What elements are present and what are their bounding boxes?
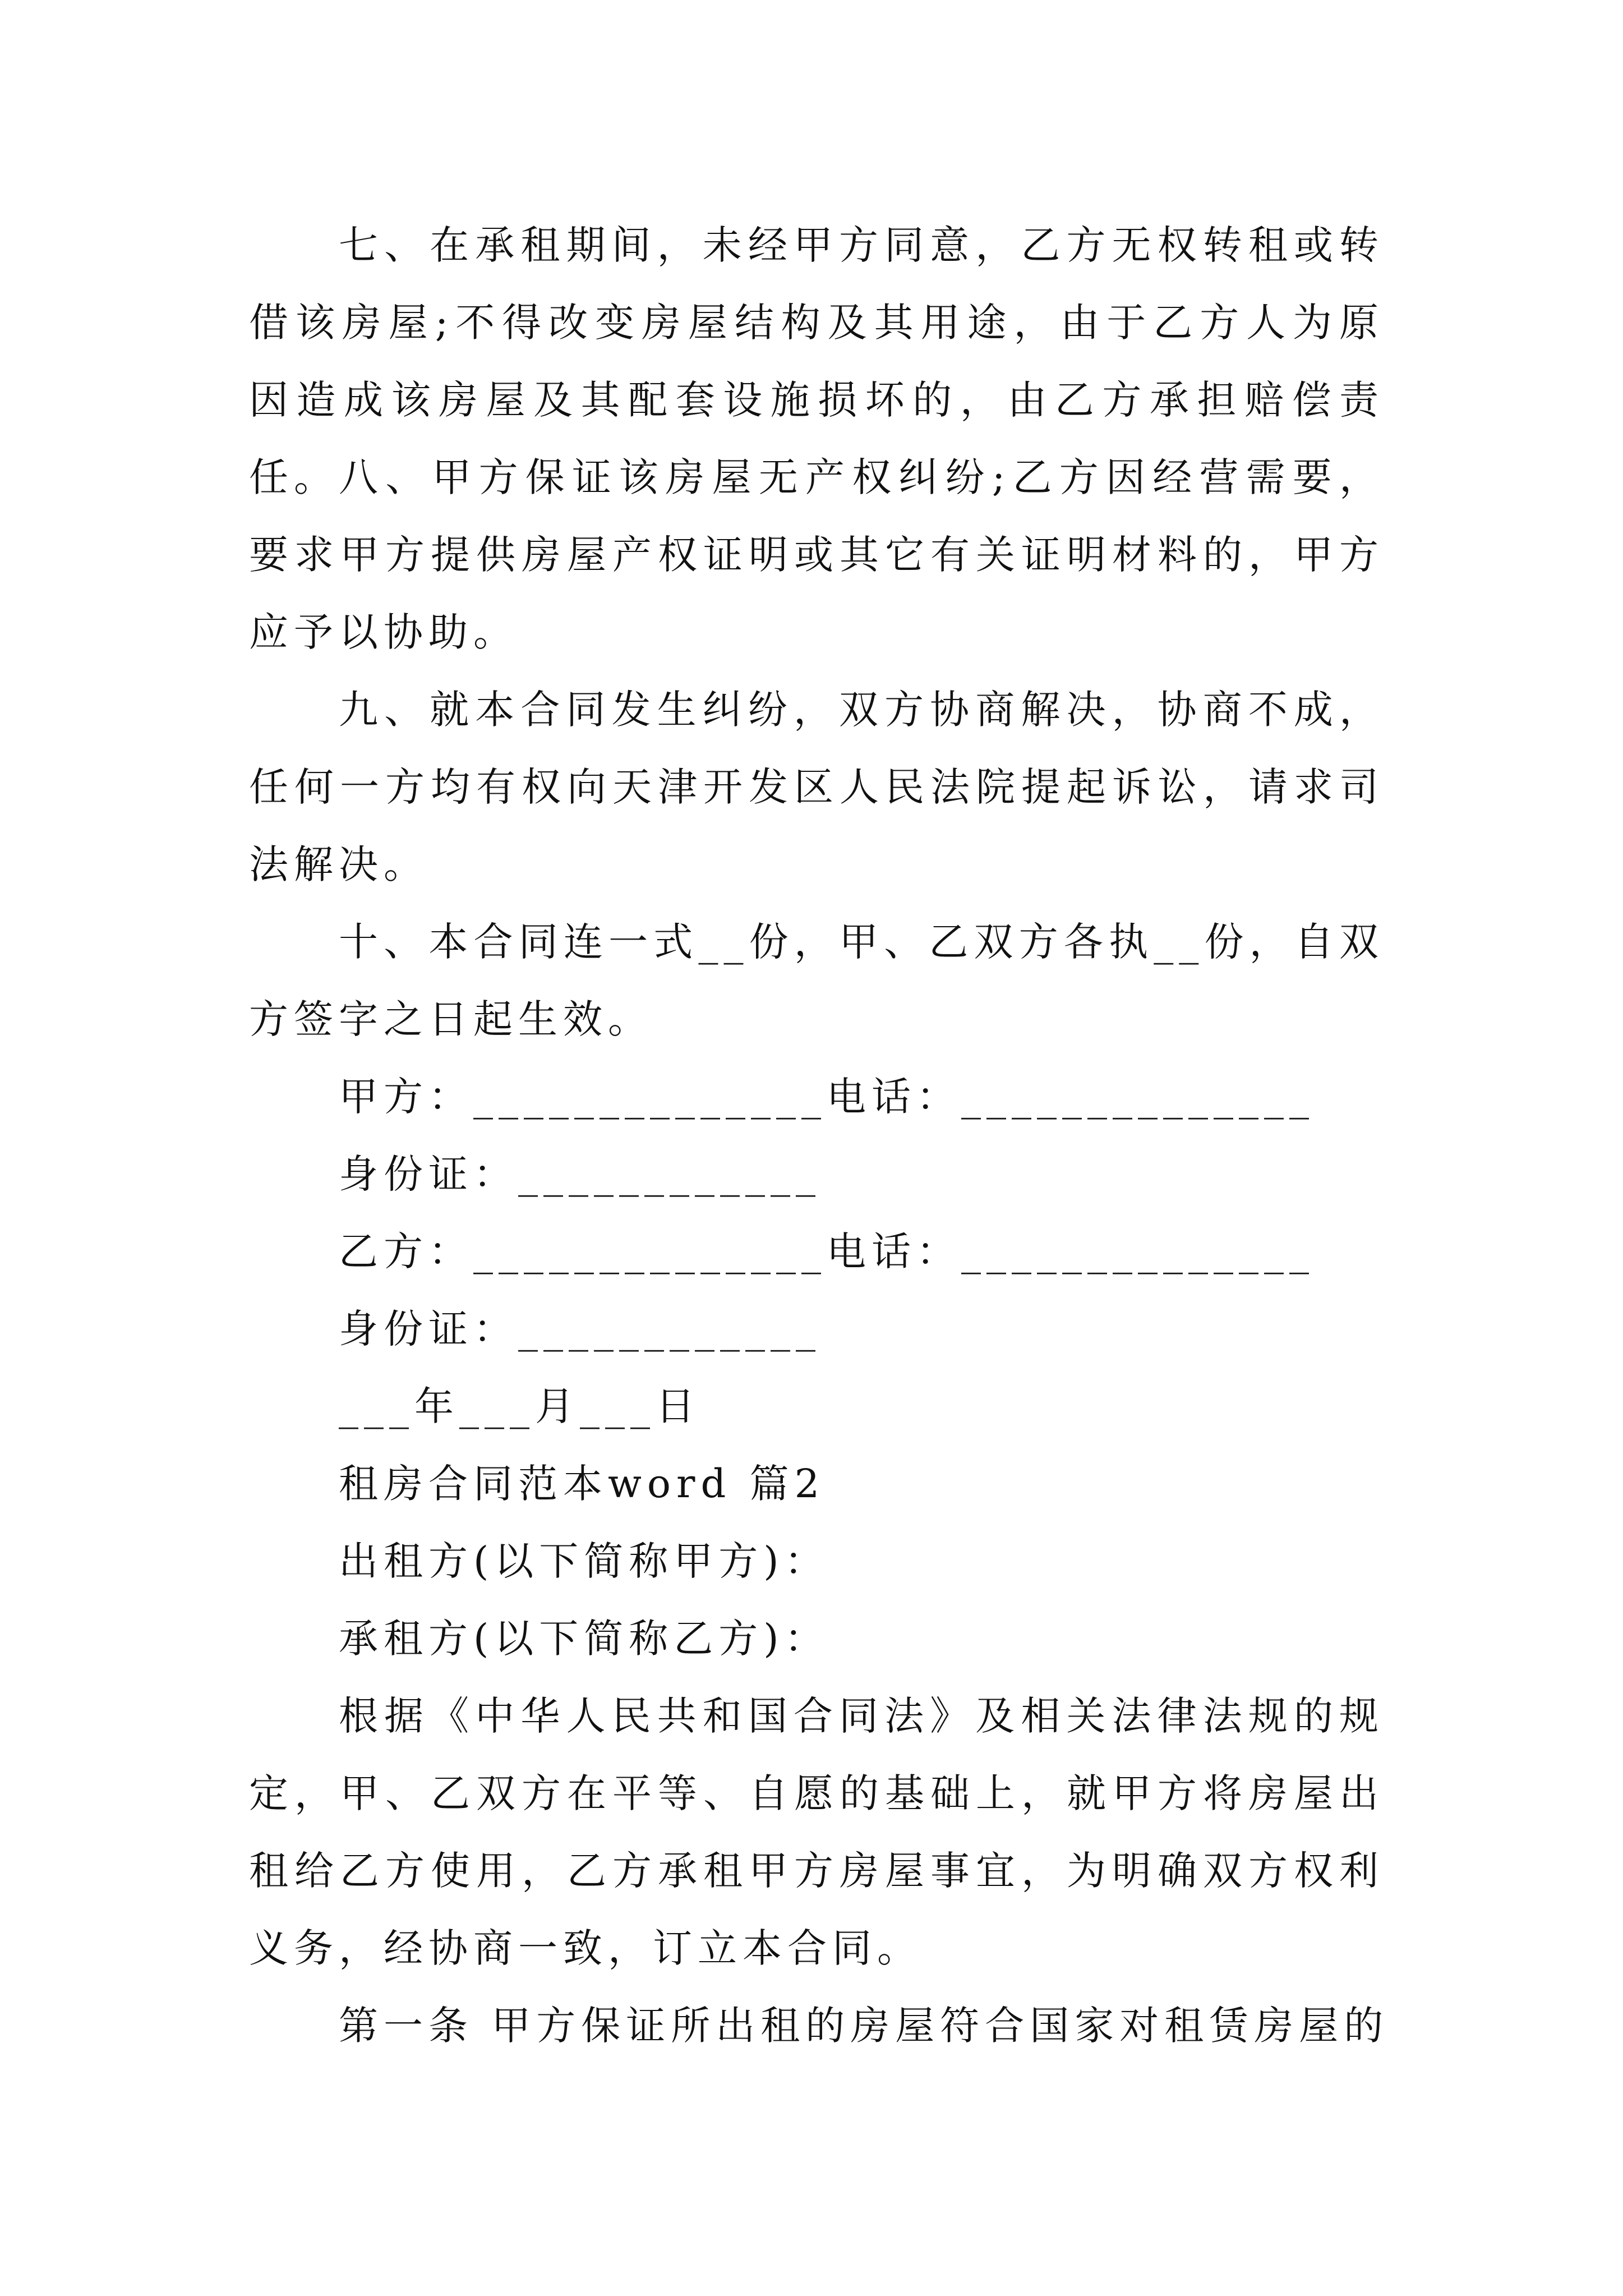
clause-7-paragraph: 七、在承租期间，未经甲方同意，乙方无权转租或转借该房屋;不得改变房屋结构及其用途，由于乙方人为原因造成该房屋及其配套设施损坏的，由乙方承担赔偿责任。 [249, 222, 1384, 500]
section-title: 租房合同范本word 篇2 [339, 1461, 826, 1507]
lessee-line: 承租方(以下简称乙方)： [339, 1616, 829, 1662]
article-1-start-line: 第一条 甲方保证所出租的房屋符合国家对租赁房屋的 [339, 2003, 1389, 2049]
clause-10-paragraph: 十、本合同连一式__份，甲、乙双方各执__份，自双方签字之日起生效。 [249, 919, 1384, 1042]
lessor-line: 出租方(以下简称甲方)： [339, 1538, 829, 1584]
party-b-id-line: 身份证：____________ [339, 1306, 821, 1352]
party-a-id-line: 身份证：____________ [339, 1151, 821, 1197]
intro-paragraph: 根据《中华人民共和国合同法》及相关法律法规的规定，甲、乙双方在平等、自愿的基础上，就甲方将房屋出租给乙方使用，乙方承租甲方房屋事宜，为明确双方权利义务，经协商一致，订立本合同。 [249, 1693, 1384, 1971]
party-b-signature-line: 乙方：______________电话：______________ [339, 1228, 1315, 1274]
clause-8-paragraph: 八、甲方保证该房屋无产权纠纷;乙方因经营需要，要求甲方提供房屋产权证明或其它有关证明材料的，甲方应予以协助。 [249, 454, 1384, 655]
date-line: ___年___月___日 [339, 1383, 700, 1429]
party-a-signature-line: 甲方：______________电话：______________ [339, 1074, 1315, 1120]
clause-9-paragraph: 九、就本合同发生纠纷，双方协商解决，协商不成，任何一方均有权向天津开发区人民法院提起诉讼，请求司法解决。 [249, 687, 1384, 887]
